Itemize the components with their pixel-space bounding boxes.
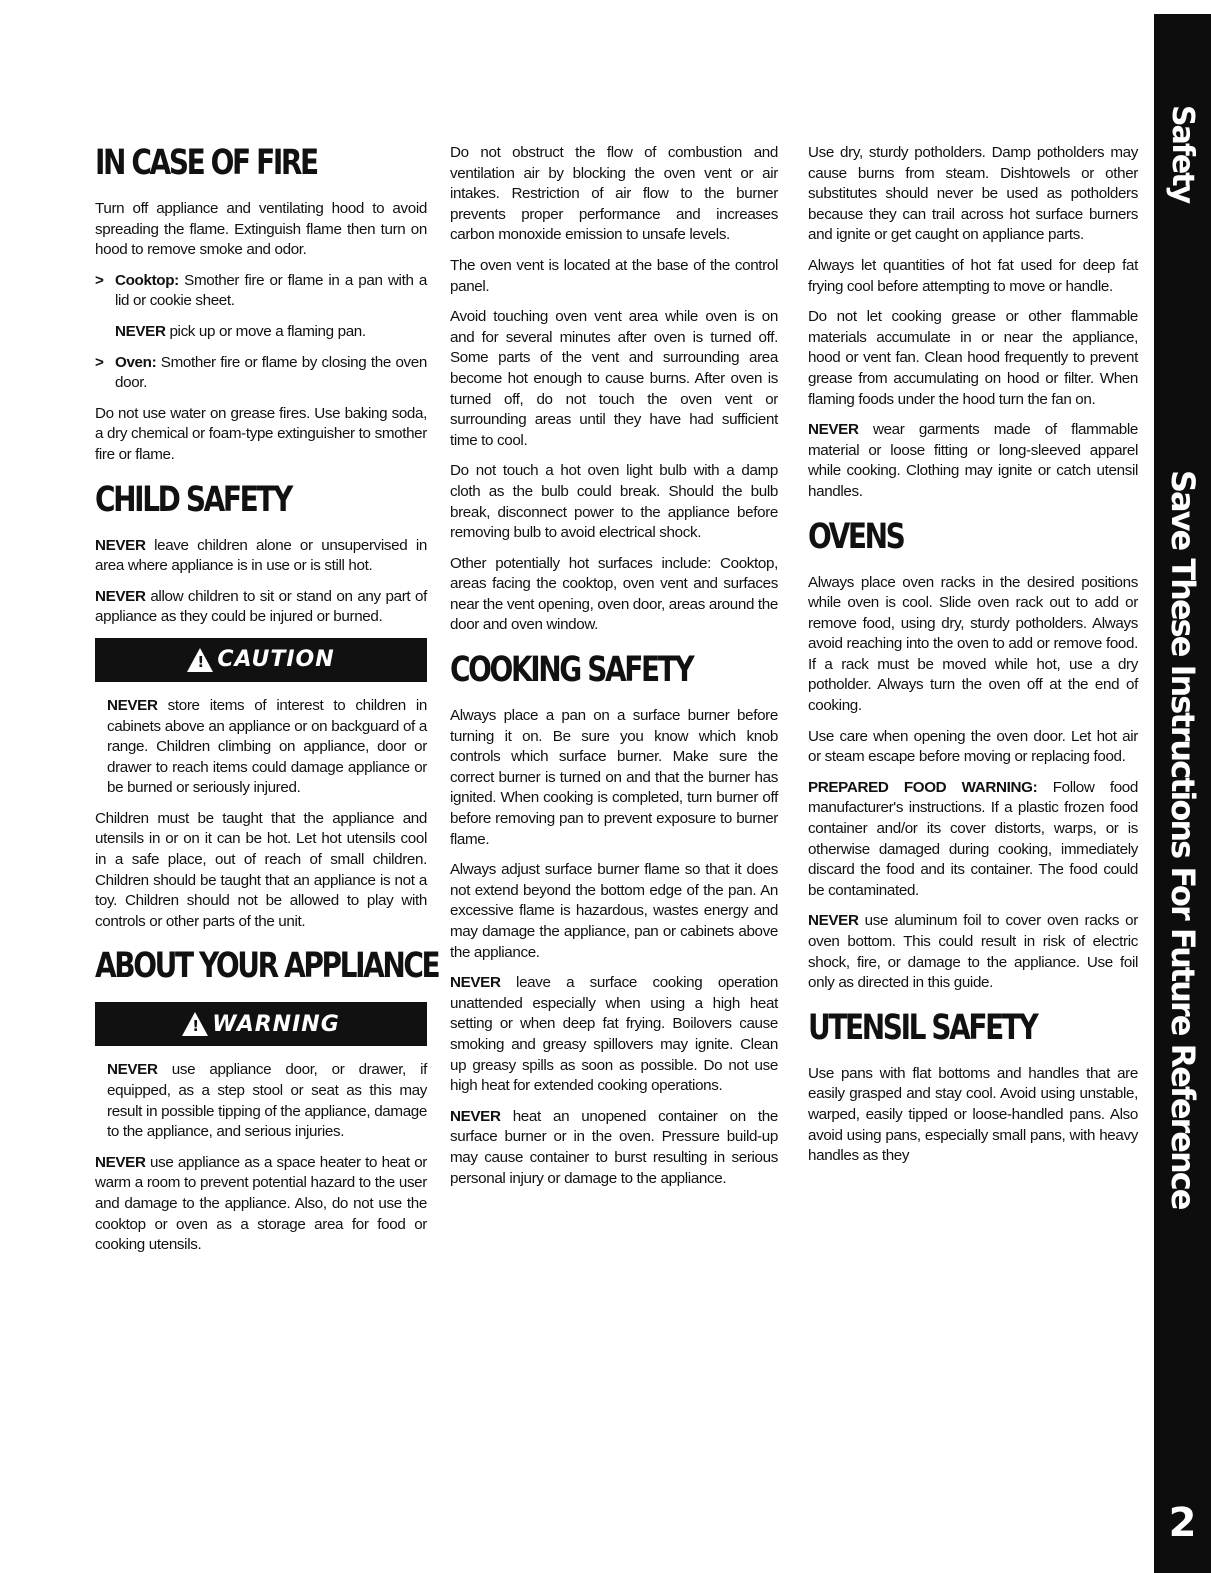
grease-paragraph: Do not let cooking grease or other flammable materials accumulate in or near the appliance, hood or vent fan. Clean hood frequently to prevent grease from accumulating on hood or filter. When flaming foods under the hood turn the fan on. [808,308,1138,408]
section-title-cooking-safety: COOKING SAFETY [450,650,693,691]
column-left [95,143,439,1266]
fire-paragraph-2: Do not use water on grease fires. Use baking soda, a dry chemical or foam-type extinguisher to smother fire or flame. [95,404,427,463]
section-title-fire: IN CASE OF FIRE [95,143,317,183]
warning-banner: ! WARNING [95,1002,427,1046]
warning-triangle-icon [182,1012,208,1036]
vent-paragraph-1: Do not obstruct the flow of combustion and ventilation air by blocking the oven vent or air intakes. Restriction of air flow to the burner prevents proper performance and increases carbon monoxide emission to unsafe levels. [450,144,778,244]
page-number: 2 [1168,1500,1197,1546]
column-middle [450,143,778,1199]
column-right [808,143,1138,1177]
child-paragraph-3: Children must be taught that the appliance and utensils in or on it can be hot. Let hot utensils cool in a safe place, out of reach of small children. Children should be taught that an appliance is not a toy. Children should not be allowed to play with controls or other parts of the unit. [95,809,427,930]
cooking-paragraph-3: NEVER leave a surface cooking operation unattended especially when using a high heat setting or when deep fat frying. Boilovers cause smoking and greasy spillovers may ignite. Clean up greasy spills as soon as possible. Do not use high heat for extended cooking operations. [450,974,778,1095]
about-paragraph-1: NEVER use appliance as a space heater to heat or warm a room to prevent potential hazard to the user and damage to the appliance. Also, do not use the cooktop or oven as a storage area for food or cooking utensils. [95,1153,427,1254]
bullet-oven: > Oven: Smother fire or flame by closing the oven door. [95,353,427,392]
child-paragraph-1: NEVER leave children alone or unsupervised in area where appliance is in use or is still hot. [95,536,427,575]
side-tab-top-label: Safety [1165,105,1200,203]
cooking-paragraph-2: Always adjust surface burner flame so that it does not extend beyond the bottom edge of the pan. An excessive flame is hazardous, wastes energy and may damage the appliance, pan or cabinets above the appliance. [450,861,778,961]
cooking-paragraph-4: NEVER heat an unopened container on the surface burner or in the oven. Pressure build-up may cause container to burst resulting in serious personal injury or damage to the appliance. [450,1107,778,1187]
hot-surfaces-paragraph: Other potentially hot surfaces include: Cooktop, areas facing the cooktop, oven vent and surfaces near the vent opening, oven door, areas around the door and oven window. [450,554,778,634]
prepared-food-paragraph: PREPARED FOOD WARNING: Follow food manufacturer's instructions. If a plastic frozen food container and/or its cover distorts, warps, or is otherwise damaged during cooking, immediately discard the food and its container. The food could be contaminated. [808,778,1138,899]
fire-paragraph-1: Turn off appliance and ventilating hood to avoid spreading the flame. Extinguish flame then turn on hood to remove smoke and odor. [95,200,427,259]
hot-fat-paragraph: Always let quantities of hot fat used for deep fat frying cool before attempting to move or handle. [808,256,1138,295]
utensil-paragraph: Use pans with flat bottoms and handles that are easily grasped and stay cool. Avoid using unstable, warped, easily tipped or loose-handled pans. Also avoid using pans, especially small pans, with heavy handles as they [808,1064,1138,1165]
side-tab-vertical-text: Save These Instructions For Future Reference [1164,469,1202,1209]
arrow-bullet-icon: > [95,271,104,289]
bulb-paragraph: Do not touch a hot oven light bulb with a damp cloth as the bulb could break. Should the bulb break, disconnect power to the appliance before removing bulb to avoid electrical shock. [450,462,778,542]
foil-paragraph: NEVER use aluminum foil to cover oven racks or oven bottom. This could result in risk of electric shock, fire, or damage to the appliance. Use foil only as directed in this guide. [808,912,1138,992]
vent-paragraph-2: The oven vent is located at the base of the control panel. [450,256,778,295]
warning-paragraph: NEVER use appliance door, or drawer, if equipped, as a step stool or seat as this may result in possible tipping of the appliance, damage to the appliance, and serious injuries. [107,1061,427,1141]
potholder-paragraph: Use dry, sturdy potholders. Damp potholders may cause burns from steam. Dishtowels or other substitutes should never be used as potholders because they can trail across hot surface burners and ignite or get caught on appliance parts. [808,144,1138,244]
side-tab [1154,14,1211,1573]
bullet-cooktop: > Cooktop: Smother fire or flame in a pan with a lid or cookie sheet. [95,271,427,310]
garments-paragraph: NEVER wear garments made of flammable material or loose fitting or long-sleeved apparel while cooking. Clothing may ignite or catch utensil handles. [808,421,1138,500]
section-title-ovens: OVENS [808,516,904,557]
caution-paragraph: NEVER store items of interest to children in cabinets above an appliance or on backguard of a range. Children climbing on appliance, door or drawer to reach items could damage appliance or be burned or seriously injured. [107,696,427,797]
cooking-paragraph-1: Always place a pan on a surface burner before turning it on. Be sure you know which knob controls which surface burner. Make sure the correct burner is turned on and that the burner has ignited. When cooking is completed, turn burner off before removing pan to prevent exposure to burner flame. [450,707,778,848]
section-title-about-appliance: ABOUT YOUR APPLIANCE [95,946,439,987]
arrow-bullet-icon: > [95,353,104,371]
ovens-paragraph-1: Always place oven racks in the desired positions while oven is cool. Slide oven rack out to add or remove food, using dry, sturdy potholders. Always avoid reaching into the oven to add or remove food. If a rack must be moved while hot, use a dry potholder. Always turn the oven off at the end of cooking. [808,573,1138,715]
vent-paragraph-3: Avoid touching oven vent area while oven is on and for several minutes after oven is turned off. Some parts of the vent and surrounding area become hot enough to cause burns. After oven is turned off, do not touch the oven vent or surrounding areas until they have had sufficient time to cool. [450,308,778,449]
warning-triangle-icon [187,648,213,672]
never-pick-up-line: NEVER pick up or move a flaming pan. [115,322,366,340]
section-title-utensil-safety: UTENSIL SAFETY [808,1007,1037,1048]
child-paragraph-2: NEVER allow children to sit or stand on any part of appliance as they could be injured or burned. [95,587,427,626]
ovens-paragraph-2: Use care when opening the oven door. Let hot air or steam escape before moving or replacing food. [808,727,1138,766]
section-title-child-safety: CHILD SAFETY [95,479,291,520]
caution-banner: ! CAUTION [95,638,427,682]
